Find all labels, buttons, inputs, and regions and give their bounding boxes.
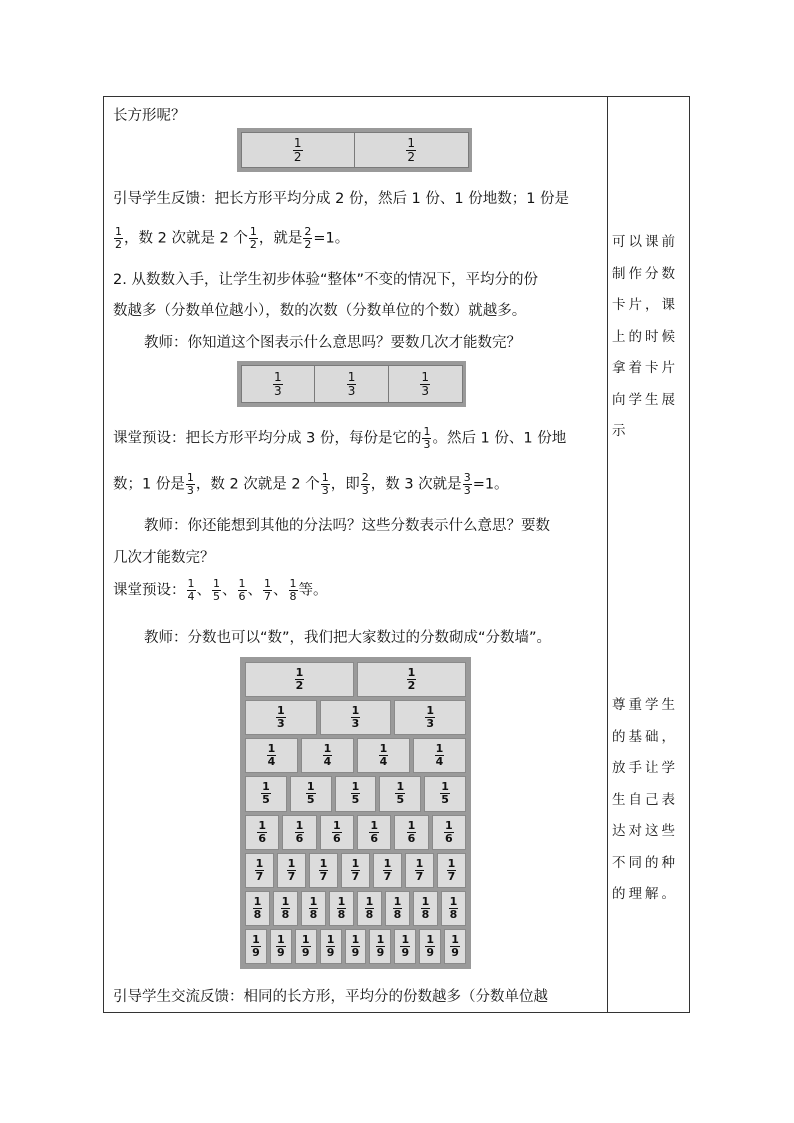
- fraction-wall-cell: [335, 776, 377, 811]
- fraction: $\frac{1}{3}$: [186, 471, 194, 497]
- fraction-wall-cell: [301, 738, 354, 773]
- fraction-wall-row: [245, 662, 466, 697]
- fraction: $\frac{1}{4}$: [267, 742, 276, 769]
- fraction-wall-row: [245, 815, 466, 850]
- fraction: $\frac{1}{3}$: [423, 425, 431, 451]
- fraction: $\frac{1}{4}$: [435, 742, 444, 769]
- fraction: $\frac{1}{2}$: [407, 135, 416, 164]
- fraction: $\frac{1}{9}$: [301, 932, 310, 959]
- fraction: $\frac{1}{8}$: [253, 894, 262, 921]
- fraction-wall-cell: [413, 738, 466, 773]
- fraction-wall-row: [245, 853, 466, 888]
- fraction: $\frac{1}{3}$: [421, 369, 429, 398]
- fraction: $\frac{1}{6}$: [258, 818, 266, 845]
- fraction: $\frac{2}{3}$: [361, 471, 369, 497]
- fraction-wall-cell: [309, 853, 338, 888]
- third-cell: [388, 365, 463, 403]
- fraction-wall-cell: [357, 738, 410, 773]
- fraction: $\frac{1}{3}$: [274, 369, 282, 398]
- text-line-4: 2. 从数数入手，让学生初步体验“整体”不变的情况下，平均分的份: [113, 272, 538, 288]
- fraction: $\frac{1}{3}$: [426, 704, 434, 731]
- fraction-wall-cell: [357, 662, 466, 697]
- fraction: $\frac{1}{4}$: [187, 577, 195, 603]
- fraction: $\frac{1}{6}$: [370, 818, 378, 845]
- fraction: $\frac{2}{2}$: [304, 225, 312, 251]
- fraction: $\frac{1}{9}$: [376, 932, 385, 959]
- fraction-wall-cell: [341, 853, 370, 888]
- fraction: $\frac{1}{9}$: [277, 932, 285, 959]
- text-line-13: 引导学生交流反馈：相同的长方形，平均分的份数越多（分数单位越: [113, 989, 548, 1005]
- fraction: $\frac{1}{5}$: [351, 780, 360, 807]
- fraction-wall-cell: [245, 776, 287, 811]
- column-divider: [607, 96, 608, 1013]
- fraction-wall: [240, 657, 471, 969]
- fraction: $\frac{1}{9}$: [252, 932, 260, 959]
- fraction: $\frac{1}{4}$: [379, 742, 388, 769]
- fraction: $\frac{1}{5}$: [213, 577, 220, 603]
- text-line-5: 数越多（分数单位越小），数的次数（分数单位的个数）就越多。: [113, 303, 527, 319]
- fraction: $\frac{1}{8}$: [281, 894, 290, 921]
- fraction-wall-cell: [394, 815, 428, 850]
- fraction: $\frac{1}{9}$: [426, 932, 434, 959]
- fraction: $\frac{1}{7}$: [415, 856, 424, 883]
- text-line-10: 几次才能数完？: [113, 550, 215, 566]
- fraction: $\frac{1}{8}$: [337, 894, 346, 921]
- fraction: $\frac{1}{3}$: [347, 369, 356, 398]
- halves-strip: [237, 128, 472, 172]
- third-cell: [241, 365, 316, 403]
- fraction-wall-cell: [245, 891, 270, 926]
- fraction-wall-cell: [444, 929, 466, 964]
- note-prepare-cards: 可以课前制作分数卡片，课上的时候拿着卡片向学生展示: [612, 234, 678, 439]
- fraction-wall-cell: [419, 929, 441, 964]
- fraction-wall-cell: [295, 929, 317, 964]
- text-line-12: 教师：分数也可以“数”，我们把大家数过的分数砌成“分数墙”。: [144, 630, 552, 646]
- fraction: $\frac{1}{2}$: [295, 666, 304, 693]
- fraction: $\frac{1}{6}$: [238, 577, 246, 603]
- fraction: $\frac{1}{9}$: [451, 932, 459, 959]
- fraction: $\frac{1}{8}$: [365, 894, 374, 921]
- text-line-6: 教师：你知道这个图表示什么意思吗？要数几次才能数完？: [144, 335, 521, 351]
- fraction-wall-cell: [245, 700, 317, 735]
- fraction-wall-cell: [394, 929, 416, 964]
- fraction: $\frac{3}{3}$: [463, 471, 471, 497]
- fraction-wall-cell: [320, 929, 342, 964]
- fraction: $\frac{1}{5}$: [441, 780, 449, 807]
- fraction-wall-cell: [245, 815, 279, 850]
- fraction-wall-cell: [405, 853, 434, 888]
- text-line-2: 引导学生反馈：把长方形平均分成 2 份，然后 1 份、1 份地数；1 份是: [113, 191, 570, 207]
- fraction-wall-cell: [357, 891, 382, 926]
- fraction-wall-cell: [345, 929, 367, 964]
- fraction-wall-cell: [379, 776, 421, 811]
- fraction: $\frac{1}{9}$: [401, 932, 410, 959]
- fraction-wall-cell: [290, 776, 332, 811]
- third-cell: [314, 365, 389, 403]
- fraction: $\frac{1}{7}$: [264, 577, 271, 603]
- fraction: $\frac{1}{2}$: [293, 135, 302, 164]
- text-line-1: 长方形呢？: [113, 108, 186, 124]
- fraction-wall-cell: [437, 853, 466, 888]
- fraction-wall-row: [245, 929, 466, 964]
- fraction: $\frac{1}{8}$: [309, 894, 318, 921]
- fraction-wall-cell: [385, 891, 410, 926]
- fraction-wall-cell: [320, 815, 354, 850]
- fraction-wall-cell: [270, 929, 292, 964]
- fraction: $\frac{1}{2}$: [249, 225, 257, 251]
- fraction: $\frac{1}{7}$: [319, 856, 328, 883]
- fraction: $\frac{1}{4}$: [323, 742, 332, 769]
- fraction-wall-cell: [432, 815, 466, 850]
- fraction-wall-cell: [357, 815, 391, 850]
- fraction-wall-cell: [424, 776, 466, 811]
- fraction-wall-cell: [394, 700, 466, 735]
- fraction-wall-cell: [320, 700, 392, 735]
- fraction: $\frac{1}{5}$: [396, 780, 405, 807]
- fraction-wall-cell: [282, 815, 316, 850]
- fraction: $\frac{1}{6}$: [407, 818, 416, 845]
- fraction: $\frac{1}{3}$: [277, 704, 285, 731]
- fraction-wall-cell: [441, 891, 466, 926]
- fraction-wall-cell: [277, 853, 306, 888]
- fraction-wall-cell: [413, 891, 438, 926]
- fraction: $\frac{1}{2}$: [115, 225, 122, 251]
- fraction: $\frac{1}{3}$: [351, 704, 360, 731]
- fraction: $\frac{1}{9}$: [351, 932, 360, 959]
- text-line-3: $\frac{1}{2}$ ，数 2 次就是 2 个 $\frac{1}{2}$ ，就是 $\frac{2}{2}$ =1。: [115, 225, 350, 251]
- thirds-strip: [237, 361, 466, 407]
- fraction-wall-row: [245, 738, 466, 773]
- fraction-wall-row: [245, 891, 466, 926]
- half-cell: [354, 132, 469, 168]
- fraction: $\frac{1}{2}$: [407, 666, 416, 693]
- fraction-wall-cell: [369, 929, 391, 964]
- fraction: $\frac{1}{8}$: [393, 894, 402, 921]
- fraction-wall-row: [245, 700, 466, 735]
- fraction: $\frac{1}{8}$: [421, 894, 430, 921]
- fraction: $\frac{1}{7}$: [351, 856, 360, 883]
- fraction-wall-cell: [273, 891, 298, 926]
- fraction: $\frac{1}{6}$: [332, 818, 341, 845]
- fraction: $\frac{1}{3}$: [321, 471, 329, 497]
- fraction-wall-cell: [245, 738, 298, 773]
- fraction-wall-cell: [245, 662, 354, 697]
- note-respect-students: 尊重学生的基础，放手让学生自己表达对这些不同的种的理解。: [612, 697, 678, 902]
- fraction: $\frac{1}{8}$: [289, 577, 297, 603]
- text-line-11: 课堂预设： $\frac{1}{4}$ 、 $\frac{1}{5}$ 、 $\frac{1}{6}$ 、 $\frac{1}{7}$ 、 $\frac{1}{8}$ 等。: [113, 577, 328, 603]
- fraction: $\frac{1}{7}$: [447, 856, 456, 883]
- fraction-wall-cell: [373, 853, 402, 888]
- fraction-wall-cell: [245, 929, 267, 964]
- text-line-8: 数；1 份是 $\frac{1}{3}$ ，数 2 次就是 2 个 $\frac{1}{3}$ ，即 $\frac{2}{3}$ ，数 3 次就是 $\frac{3}{3}$ =1。: [113, 471, 509, 497]
- text-line-7: 课堂预设：把长方形平均分成 3 份，每份是它的 $\frac{1}{3}$ 。然后 1 份、1 份地: [113, 425, 567, 451]
- fraction: $\frac{1}{7}$: [383, 856, 392, 883]
- fraction-wall-cell: [301, 891, 326, 926]
- fraction: $\frac{1}{7}$: [255, 856, 264, 883]
- fraction: $\frac{1}{5}$: [262, 780, 270, 807]
- half-cell: [241, 132, 356, 168]
- fraction: $\frac{1}{8}$: [449, 894, 458, 921]
- text-line-9: 教师：你还能想到其他的分法吗？这些分数表示什么意思？要数: [144, 518, 550, 534]
- fraction-wall-row: [245, 776, 466, 811]
- fraction-wall-cell: [245, 853, 274, 888]
- fraction-wall-cell: [329, 891, 354, 926]
- fraction: $\frac{1}{6}$: [444, 818, 453, 845]
- fraction: $\frac{1}{7}$: [287, 856, 296, 883]
- fraction: $\frac{1}{5}$: [306, 780, 315, 807]
- fraction: $\frac{1}{6}$: [295, 818, 304, 845]
- fraction: $\frac{1}{9}$: [326, 932, 335, 959]
